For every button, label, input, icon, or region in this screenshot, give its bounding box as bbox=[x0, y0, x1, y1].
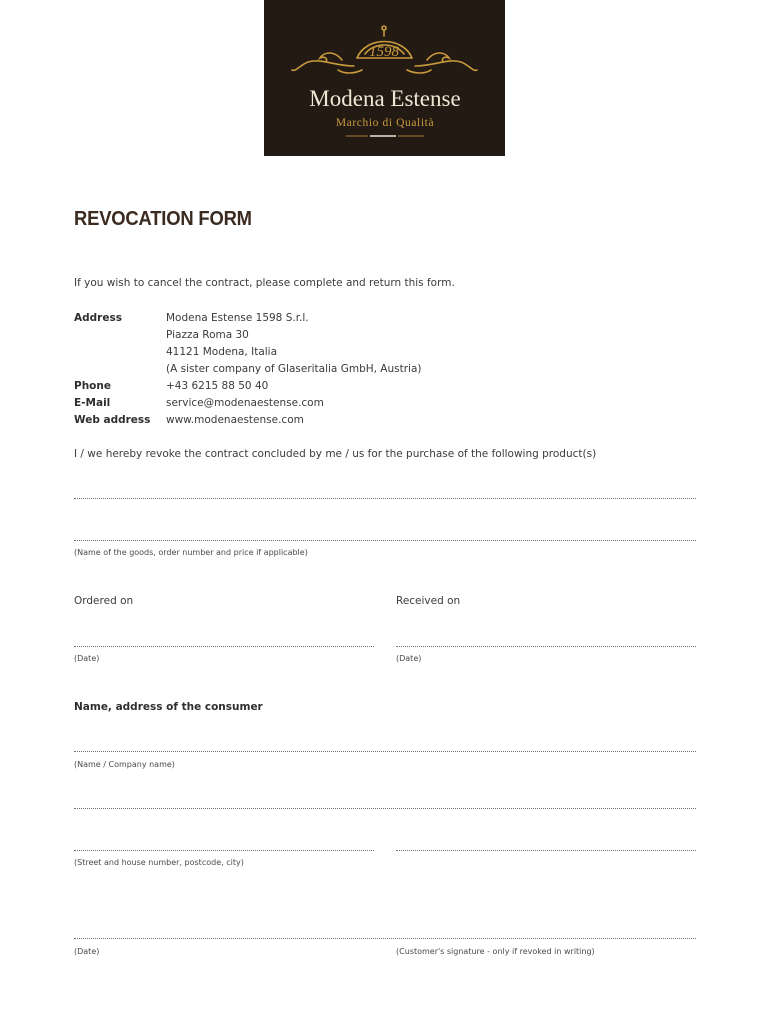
address-line-street: Piazza Roma 30 bbox=[166, 329, 249, 341]
goods-line-1[interactable] bbox=[74, 498, 696, 499]
address-label: Address bbox=[74, 312, 122, 324]
signature-date-caption: (Date) bbox=[74, 947, 100, 956]
received-date-line[interactable] bbox=[396, 646, 696, 647]
received-on-label: Received on bbox=[396, 595, 461, 607]
brand-logo bbox=[264, 0, 505, 156]
ordered-date-line[interactable] bbox=[74, 646, 374, 647]
phone-label: Phone bbox=[74, 380, 111, 392]
consumer-address-line-1[interactable] bbox=[74, 808, 696, 809]
page-title: REVOCATION FORM bbox=[74, 208, 252, 230]
consumer-address-line-2[interactable] bbox=[74, 850, 374, 851]
name-caption: (Name / Company name) bbox=[74, 760, 175, 769]
goods-line-2[interactable] bbox=[74, 540, 696, 541]
consumer-name-line[interactable] bbox=[74, 751, 696, 752]
address-line-note: (A sister company of Glaseritalia GmbH, Austria) bbox=[166, 363, 422, 375]
street-caption: (Street and house number, postcode, city) bbox=[74, 858, 244, 867]
logo-year: 1598 bbox=[369, 44, 399, 60]
received-date-caption: (Date) bbox=[396, 654, 422, 663]
logo-tagline: Marchio di Qualità bbox=[335, 117, 435, 129]
web-label: Web address bbox=[74, 414, 151, 426]
logo-brand-name: Modena Estense bbox=[309, 86, 461, 111]
consumer-address-line-3[interactable] bbox=[396, 850, 696, 851]
intro-text: If you wish to cancel the contract, please complete and return this form. bbox=[74, 277, 455, 289]
revoke-statement: I / we hereby revoke the contract concluded by me / us for the purchase of the following product(s) bbox=[74, 448, 597, 460]
goods-caption: (Name of the goods, order number and price if applicable) bbox=[74, 548, 308, 557]
logo-ornament-graphic bbox=[264, 0, 505, 156]
web-value: www.modenaestense.com bbox=[166, 414, 304, 426]
phone-value: +43 6215 88 50 40 bbox=[166, 380, 269, 392]
email-label: E-Mail bbox=[74, 397, 111, 409]
ordered-on-label: Ordered on bbox=[74, 595, 134, 607]
consumer-heading: Name, address of the consumer bbox=[74, 701, 263, 713]
signature-caption: (Customer's signature - only if revoked in writing) bbox=[396, 947, 595, 956]
date-signature-line[interactable] bbox=[74, 938, 696, 939]
address-line-company: Modena Estense 1598 S.r.l. bbox=[166, 312, 309, 324]
address-line-city: 41121 Modena, Italia bbox=[166, 346, 278, 358]
email-value: service@modenaestense.com bbox=[166, 397, 324, 409]
ordered-date-caption: (Date) bbox=[74, 654, 100, 663]
